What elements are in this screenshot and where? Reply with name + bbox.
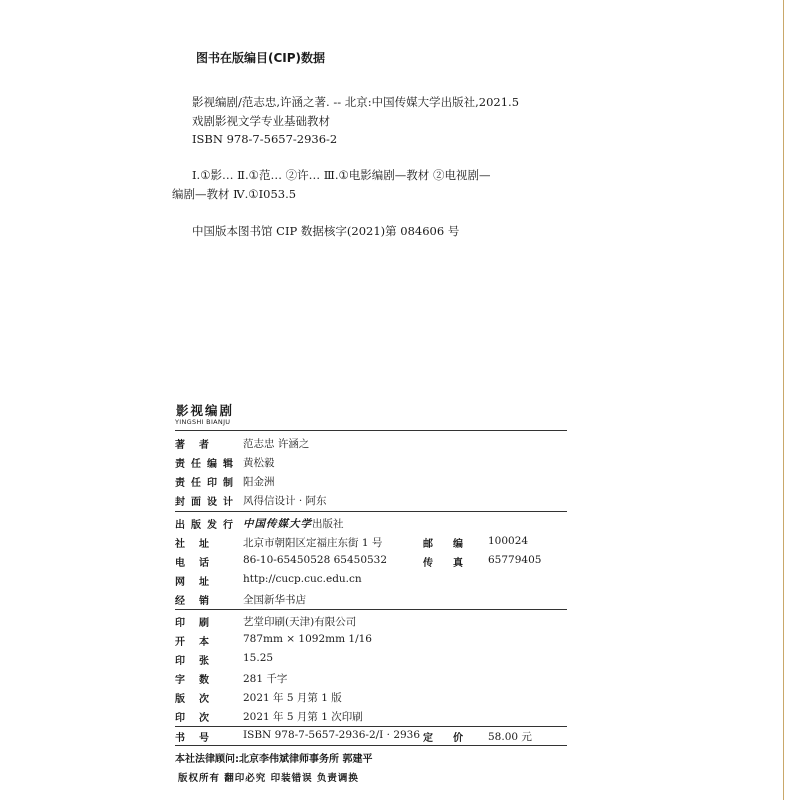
divider-rule <box>175 511 567 512</box>
cip-classification-line: Ⅰ.①影… Ⅱ.①范… ②许… Ⅲ.①电影编剧—教材 ②电视剧— <box>192 168 491 182</box>
print-value: 艺堂印刷(天津)有限公司 <box>243 616 357 628</box>
book-number-value: ISBN 978-7-5657-2936-2/I · 2936 <box>243 729 421 741</box>
cip-classification-line-2: 编剧—教材 Ⅳ.①I053.5 <box>172 187 297 201</box>
divider-rule <box>175 609 567 610</box>
divider-rule <box>175 726 567 727</box>
postcode-value: 100024 <box>488 535 529 547</box>
publisher-logo-script: 中国传媒大学 <box>243 518 312 530</box>
print-value: 15.25 <box>243 652 274 664</box>
legal-counsel: 本社法律顾问:北京李伟斌律师事务所 郭建平 <box>175 754 373 765</box>
print-value: 281 千字 <box>243 673 288 685</box>
page-edge-line <box>783 0 784 800</box>
cip-approval-number: 中国版本图书馆 CIP 数据核字(2021)第 084606 号 <box>192 224 460 238</box>
print-value: 2021 年 5 月第 1 次印刷 <box>243 711 363 723</box>
distributor-value: 全国新华书店 <box>243 594 306 606</box>
credit-value: 阳金洲 <box>243 476 275 488</box>
cip-isbn-line: ISBN 978-7-5657-2936-2 <box>192 132 338 146</box>
address-value: 北京市朝阳区定福庄东街 1 号 <box>243 537 383 549</box>
copyright-notice: 版权所有 翻印必究 印装错误 负责调换 <box>178 773 359 784</box>
cip-bibliographic-line: 影视编剧/范志忠,许涵之著. -- 北京:中国传媒大学出版社,2021.5 <box>192 95 520 109</box>
credit-value: 黄松毅 <box>243 457 275 469</box>
book-pinyin: YINGSHI BIANJU <box>175 418 231 426</box>
credit-value: 范志忠 许涵之 <box>243 438 310 450</box>
price-value: 58.00 元 <box>488 731 532 743</box>
phone-value: 86-10-65450528 65450532 <box>243 554 388 566</box>
divider-rule <box>175 430 567 431</box>
cip-heading: 图书在版编目(CIP)数据 <box>196 51 326 65</box>
cip-series-line: 戏剧影视文学专业基础教材 <box>192 114 330 128</box>
publisher-suffix: 出版社 <box>312 518 344 530</box>
print-value: 2021 年 5 月第 1 版 <box>243 692 342 704</box>
book-title: 影视编剧 <box>176 403 235 418</box>
divider-rule <box>175 745 567 746</box>
fax-value: 65779405 <box>488 554 542 566</box>
credit-value: 风得信设计 · 阿东 <box>243 495 327 507</box>
website-value: http://cucp.cuc.edu.cn <box>243 573 362 585</box>
print-value: 787mm × 1092mm 1/16 <box>243 633 372 645</box>
